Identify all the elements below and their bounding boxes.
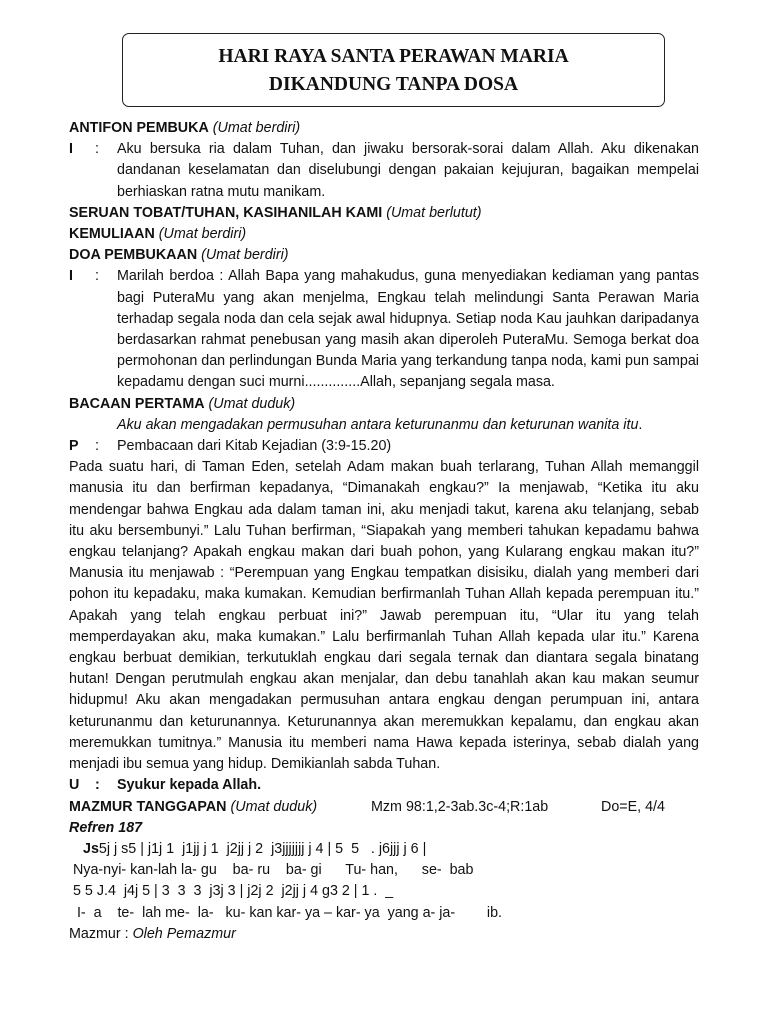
mazmur-heading: MAZMUR TANGGAPAN xyxy=(69,798,227,815)
bacaan-response-row xyxy=(69,775,699,796)
bacaan-text: Pada suatu hari, di Taman Eden, setelah Adam makan buah terlarang, Tuhan Allah memanggil manusia itu dan berfirman kepadanya, “Dimanakah engkau?” Ia menjawab, “Ketika itu aku mendengar bahwa Engkau ada dalam taman ini, aku menjadi takut, karena aku telanjang, sebab itu aku bersembunyi.” Lalu Tuhan berfirman, “Siapakah yang memberi tahukan kepadamu bahwa engkau telanjang? Apakah engkau makan dari buah pohon, yang Kularang engkau makan itu?” Manusia itu menjawab : “Perempuan yang Engkau tempatkan disisiku, dialah yang memberi dari pohon itu kepadaku, maka kumakan. Kemudian berfirmanlah Tuhan Allah kepada perempuan itu.” Apakah yang telah engkau perbuat ini?” Jawab perempuan itu, “Ular itu yang telah memperdayakan aku, maka kumakan.” Lalu berfirmanlah Tuhan Allah kepada ular itu.” Karena engkau berbuat demikian, terkutuklah engkau dari segala ternak dan diantara segala binatang hutan! Dengan perutmulah engkau akan menjalar, dan debu tanahlah akan kau makan seumur hidupmu! Aku akan mengadakan permusuhan antara engkau dengan perumpuan ini, antara keturunanmu dan keturunannya. Keturunannya akan meremukkan kepalamu, dan engkau akan meremukkan tumitnya.” Manusia itu memberi nama Hawa kepada isterinya, sebab dialah yang menjadi ibu semua yang hidup. Demikianlah sabda Tuhan. xyxy=(69,459,699,773)
mazmur-footer xyxy=(69,924,699,945)
notes-1: 5j j s5 | j1j 1 j1jj j 1 j2jj j 2 j3jjjjjjj j 4 | 5 5 . j6jjj j 6 | xyxy=(98,840,427,857)
bacaan-heading-line xyxy=(69,394,699,415)
mazmur-note: (Umat duduk) xyxy=(230,798,318,815)
mazmur-footer-note: Oleh Pemazmur xyxy=(132,925,236,942)
antifon-row xyxy=(69,139,699,203)
bacaan-label: P xyxy=(69,438,79,455)
mazmur-key: Do=E, 4/4 xyxy=(601,798,665,815)
bacaan-colon: : xyxy=(95,438,99,455)
bacaan-note: (Umat duduk) xyxy=(208,395,296,412)
key-signature: Js xyxy=(83,840,99,857)
doa-colon: : xyxy=(95,268,99,285)
antifon-text: Aku bersuka ria dalam Tuhan, dan jiwaku bersorak-sorai dalam Allah. Aku dikenakan dandanan keselamatan dan diselubungi dengan pakaian kejujuran, bagaikan mempelai berhiaskan ratna mutu manikam. xyxy=(117,141,699,200)
bacaan-response-label: U xyxy=(69,777,80,794)
kemuliaan-heading-line xyxy=(69,224,699,245)
doa-text: Marilah berdoa : Allah Bapa yang mahakudus, guna menyediakan kediaman yang pantas bagi PuteraMu yang akan menjelma, Engkau telah melindungi Santa Perawan Maria terhadap segala noda dan cela sejak awal hidupnya. Setiap noda Kau jauhkan daripadanya berdasarkan rahmat penebusan yang masih akan diperoleh PuteraMu. Semoga berkat doa permohonan dan perlindungan Bunda Maria yang terkandung tanpa noda, kami pun sampai kepadamu dengan suci murni..............Allah, sepanjang segala masa. xyxy=(117,268,699,391)
seruan-note: (Umat berlutut) xyxy=(386,204,482,221)
antifon-heading-line xyxy=(69,118,699,139)
page-title-line-2: DIKANDUNG TANPA DOSA xyxy=(268,74,519,95)
seruan-heading-line xyxy=(69,203,699,224)
lyrics-line-1: Nya-nyi- kan-lah la- gu ba- ru ba- gi Tu- han, se- bab xyxy=(69,862,474,879)
antifon-note: (Umat berdiri) xyxy=(212,120,301,136)
refren-number: Refren 187 xyxy=(69,819,143,836)
bacaan-source-row xyxy=(69,436,699,457)
mazmur-heading-line xyxy=(69,797,699,818)
doa-heading-line xyxy=(69,245,699,266)
bacaan-subtitle-line xyxy=(69,415,699,436)
bacaan-source: Pembacaan dari Kitab Kejadian (3:9-15.20) xyxy=(117,438,392,455)
title-box xyxy=(122,33,665,107)
kemuliaan-note: (Umat berdiri) xyxy=(158,226,247,243)
antifon-colon: : xyxy=(95,141,99,158)
bacaan-subtitle-end: . xyxy=(638,416,643,433)
doa-heading: DOA PEMBUKAAN xyxy=(69,247,198,264)
lyrics-line-2: I- a te- lah me- la- ku- kan kar- ya – kar- ya yang a- ja- ib. xyxy=(69,904,503,921)
music-notes-line-2: 5 5 J.4 j4j 5 | 3 3 3 j3j 3 | j2j 2 j2jj j 4 g3 2 | 1 . _ xyxy=(69,883,394,900)
liturgy-content xyxy=(69,118,699,945)
doa-note: (Umat berdiri) xyxy=(201,247,289,264)
doa-label: I xyxy=(69,268,73,285)
bacaan-response: Syukur kepada Allah. xyxy=(117,777,262,794)
antifon-heading: ANTIFON PEMBUKA xyxy=(69,120,209,136)
bacaan-response-colon: : xyxy=(95,777,100,794)
music-notes-line-1 xyxy=(69,839,699,860)
antifon-label: I xyxy=(69,141,73,158)
mazmur-ref: Mzm 98:1,2-3ab.3c-4;R:1ab xyxy=(371,798,549,815)
doa-row xyxy=(69,266,699,393)
seruan-heading: SERUAN TOBAT/TUHAN, KASIHANILAH KAMI xyxy=(69,204,383,221)
page-title-line-1: HARI RAYA SANTA PERAWAN MARIA xyxy=(218,46,569,67)
bacaan-subtitle: Aku akan mengadakan permusuhan antara keturunanmu dan keturunan wanita itu xyxy=(117,416,639,433)
refren-line xyxy=(69,818,699,839)
kemuliaan-heading: KEMULIAAN xyxy=(69,226,155,243)
bacaan-heading: BACAAN PERTAMA xyxy=(69,395,205,412)
mazmur-footer-label: Mazmur : xyxy=(69,925,133,942)
